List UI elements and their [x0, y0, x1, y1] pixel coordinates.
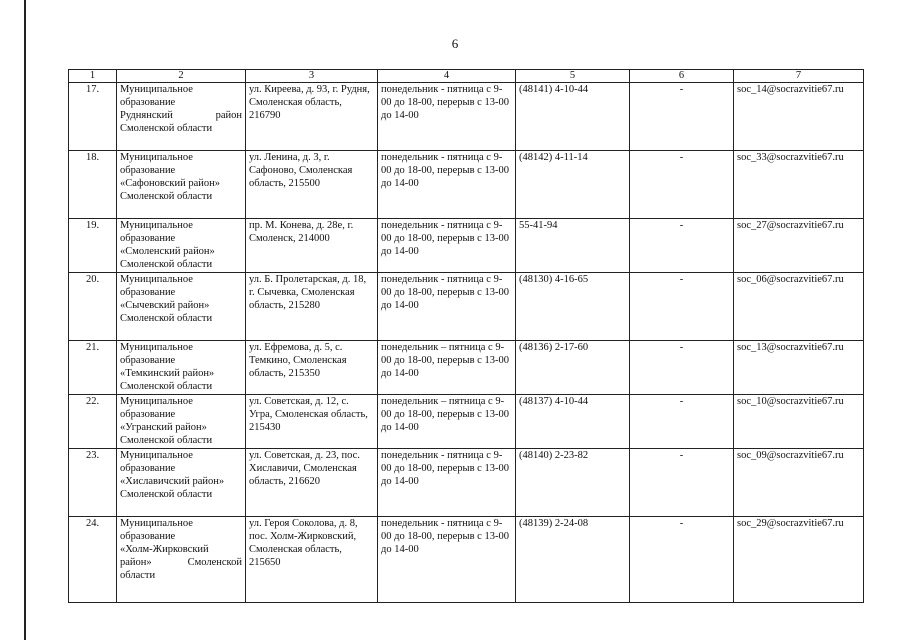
- municipality-line: области: [120, 570, 156, 581]
- row-number-cell: 18.: [69, 151, 117, 219]
- address-cell: ул. Ленина, д. 3, г. Сафоново, Смоленская область, 215500: [246, 151, 378, 219]
- municipality-line: образование: [120, 463, 176, 474]
- municipality-line: образование: [120, 409, 176, 420]
- municipality-line: Руднянский район: [120, 110, 242, 121]
- social-protection-offices-table: [68, 69, 864, 603]
- address-cell: ул. Б. Пролетарская, д. 18, г. Сычевка, Смоленская область, 215280: [246, 273, 378, 341]
- municipality-line: образование: [120, 165, 176, 176]
- working-hours-cell: понедельник - пятница с 9-00 до 18-00, перерыв с 13-00 до 14-00: [378, 219, 516, 273]
- fax-cell: -: [630, 395, 734, 449]
- phone-cell: (48136) 2-17-60: [516, 341, 630, 395]
- column-header: 2: [117, 70, 246, 83]
- phone-cell: (48130) 4-16-65: [516, 273, 630, 341]
- municipality-cell: [117, 449, 246, 517]
- municipality-line: район» Смоленской: [120, 557, 242, 568]
- municipality-line: Смоленской области: [120, 489, 213, 500]
- address-cell: пр. М. Конева, д. 28е, г. Смоленск, 214000: [246, 219, 378, 273]
- email-cell: soc_10@socrazvitie67.ru: [734, 395, 864, 449]
- address-cell: ул. Ефремова, д. 5, с. Темкино, Смоленская область, 215350: [246, 341, 378, 395]
- municipality-line: Муниципальное: [120, 342, 193, 353]
- municipality-line: Муниципальное: [120, 274, 193, 285]
- phone-cell: (48137) 4-10-44: [516, 395, 630, 449]
- fax-cell: -: [630, 83, 734, 151]
- municipality-cell: [117, 273, 246, 341]
- phone-cell: (48141) 4-10-44: [516, 83, 630, 151]
- column-header: 7: [734, 70, 864, 83]
- municipality-line: Муниципальное: [120, 84, 193, 95]
- email-cell: soc_14@socrazvitie67.ru: [734, 83, 864, 151]
- column-number-header-row: [69, 70, 864, 83]
- municipality-line: «Холм-Жирковский: [120, 544, 209, 555]
- table-row: [69, 219, 864, 273]
- municipality-cell: [117, 341, 246, 395]
- table-row: [69, 273, 864, 341]
- working-hours-cell: понедельник - пятница с 9-00 до 18-00, перерыв с 13-00 до 14-00: [378, 273, 516, 341]
- working-hours-cell: понедельник – пятница с 9-00 до 18-00, перерыв с 13-00 до 14-00: [378, 341, 516, 395]
- municipality-cell: [117, 83, 246, 151]
- working-hours-cell: понедельник - пятница с 9-00 до 18-00, перерыв с 13-00 до 14-00: [378, 151, 516, 219]
- municipality-line: образование: [120, 233, 176, 244]
- fax-cell: -: [630, 151, 734, 219]
- working-hours-cell: понедельник - пятница с 9-00 до 18-00, перерыв с 13-00 до 14-00: [378, 449, 516, 517]
- municipality-line: Смоленской области: [120, 259, 213, 270]
- phone-cell: 55-41-94: [516, 219, 630, 273]
- address-cell: ул. Советская, д. 12, с. Угра, Смоленская область, 215430: [246, 395, 378, 449]
- fax-cell: -: [630, 341, 734, 395]
- fax-cell: -: [630, 219, 734, 273]
- municipality-line: Муниципальное: [120, 152, 193, 163]
- municipality-line: образование: [120, 355, 176, 366]
- working-hours-cell: понедельник - пятница с 9-00 до 18-00, перерыв с 13-00 до 14-00: [378, 517, 516, 603]
- municipality-line: «Сычевский район»: [120, 300, 210, 311]
- municipality-line: Смоленской области: [120, 435, 213, 446]
- municipality-line: «Темкинский район»: [120, 368, 215, 379]
- table-row: [69, 395, 864, 449]
- working-hours-cell: понедельник - пятница с 9-00 до 18-00, перерыв с 13-00 до 14-00: [378, 83, 516, 151]
- fax-cell: -: [630, 273, 734, 341]
- municipality-line: образование: [120, 97, 176, 108]
- fax-cell: -: [630, 517, 734, 603]
- column-header: 5: [516, 70, 630, 83]
- municipality-line: «Смоленский район»: [120, 246, 215, 257]
- phone-cell: (48140) 2-23-82: [516, 449, 630, 517]
- working-hours-cell: понедельник – пятница с 9-00 до 18-00, перерыв с 13-00 до 14-00: [378, 395, 516, 449]
- row-number-cell: 17.: [69, 83, 117, 151]
- row-number-cell: 24.: [69, 517, 117, 603]
- municipality-line: Муниципальное: [120, 450, 193, 461]
- address-cell: ул. Советская, д. 23, пос. Хиславичи, Смоленская область, 216620: [246, 449, 378, 517]
- column-header: 6: [630, 70, 734, 83]
- address-cell: ул. Киреева, д. 93, г. Рудня, Смоленская область, 216790: [246, 83, 378, 151]
- municipality-line: «Сафоновский район»: [120, 178, 221, 189]
- municipality-line: Муниципальное: [120, 396, 193, 407]
- email-cell: soc_27@socrazvitie67.ru: [734, 219, 864, 273]
- municipality-line: Смоленской области: [120, 381, 213, 392]
- email-cell: soc_13@socrazvitie67.ru: [734, 341, 864, 395]
- municipality-line: Смоленской области: [120, 123, 213, 134]
- table-row: [69, 517, 864, 603]
- municipality-line: «Хиславичский район»: [120, 476, 225, 487]
- municipality-line: «Угранский район»: [120, 422, 207, 433]
- email-cell: soc_29@socrazvitie67.ru: [734, 517, 864, 603]
- table-body: [69, 83, 864, 603]
- row-number-cell: 19.: [69, 219, 117, 273]
- table-row: [69, 341, 864, 395]
- fax-cell: -: [630, 449, 734, 517]
- row-number-cell: 20.: [69, 273, 117, 341]
- column-header: 1: [69, 70, 117, 83]
- municipality-line: Муниципальное: [120, 518, 193, 529]
- address-cell: ул. Героя Соколова, д. 8, пос. Холм-Жирковский, Смоленская область, 215650: [246, 517, 378, 603]
- municipality-cell: [117, 219, 246, 273]
- row-number-cell: 21.: [69, 341, 117, 395]
- email-cell: soc_09@socrazvitie67.ru: [734, 449, 864, 517]
- municipality-cell: [117, 151, 246, 219]
- email-cell: soc_33@socrazvitie67.ru: [734, 151, 864, 219]
- email-cell: soc_06@socrazvitie67.ru: [734, 273, 864, 341]
- municipality-line: Смоленской области: [120, 191, 213, 202]
- municipality-line: Смоленской области: [120, 313, 213, 324]
- municipality-cell: [117, 517, 246, 603]
- municipality-line: образование: [120, 531, 176, 542]
- page-edge-line: [24, 0, 26, 640]
- phone-cell: (48139) 2-24-08: [516, 517, 630, 603]
- page-number: 6: [451, 36, 459, 51]
- column-header: 3: [246, 70, 378, 83]
- table-row: [69, 151, 864, 219]
- row-number-cell: 22.: [69, 395, 117, 449]
- table-row: [69, 83, 864, 151]
- table-row: [69, 449, 864, 517]
- municipality-line: образование: [120, 287, 176, 298]
- row-number-cell: 23.: [69, 449, 117, 517]
- column-header: 4: [378, 70, 516, 83]
- municipality-line: Муниципальное: [120, 220, 193, 231]
- municipality-cell: [117, 395, 246, 449]
- phone-cell: (48142) 4-11-14: [516, 151, 630, 219]
